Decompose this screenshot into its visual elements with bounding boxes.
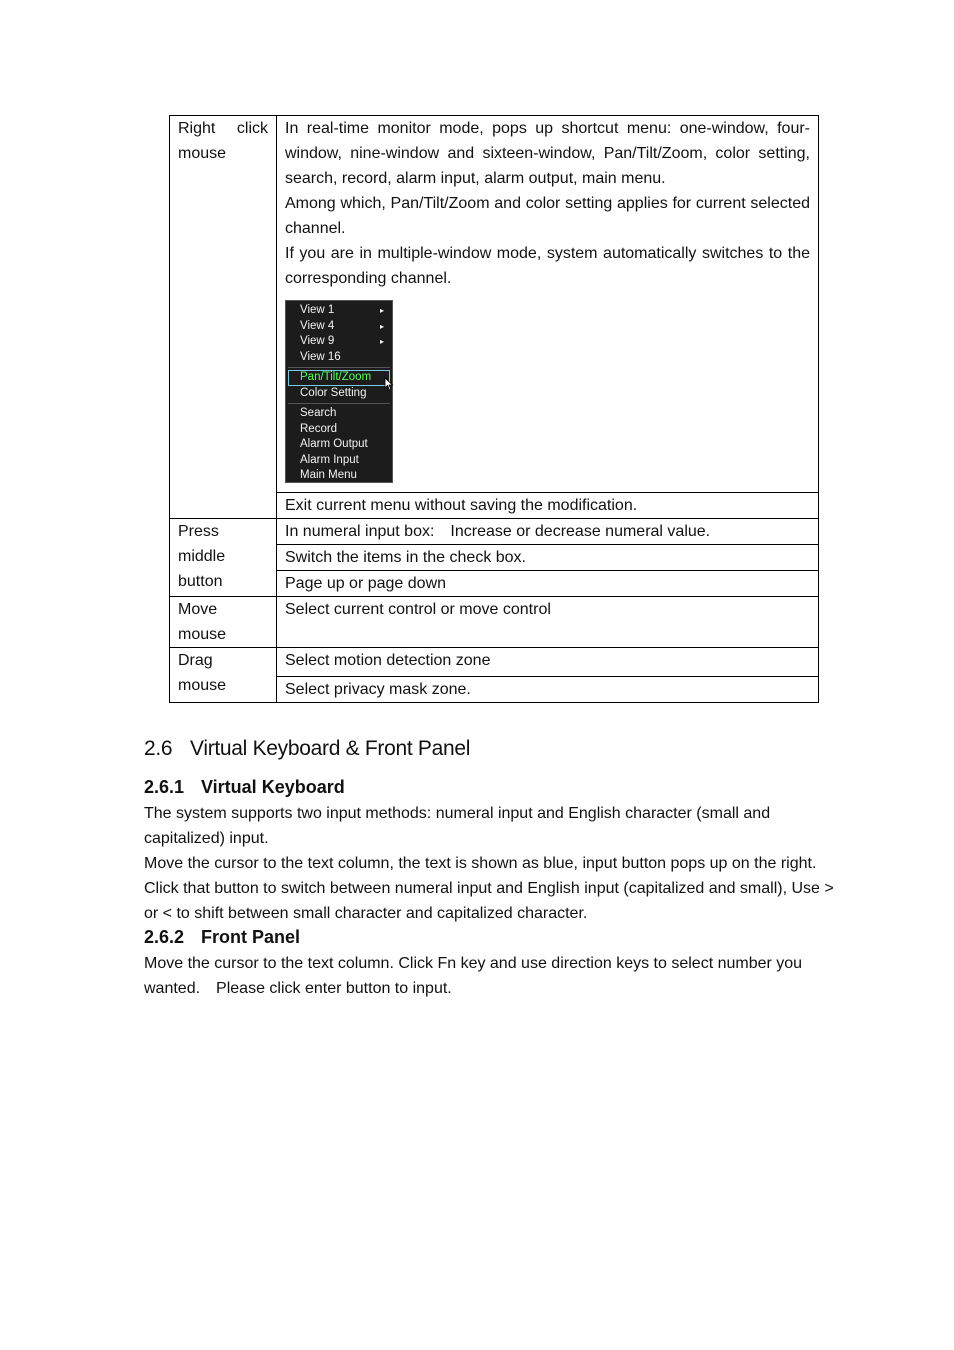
- submenu-arrow-icon: ▸: [379, 337, 384, 346]
- table-row: [170, 519, 819, 545]
- action-label: Move mouse: [178, 601, 227, 643]
- menu-separator: [288, 403, 390, 404]
- description-text: Among which, Pan/Tilt/Zoom and color setting applies for current selected channel.: [285, 195, 810, 237]
- action-cell-drag-mouse: [170, 648, 277, 703]
- subsection-title: Virtual Keyboard: [201, 777, 345, 797]
- paragraph: Move the cursor to the text column, the text is shown as blue, input button pops up on the right. Click that button to switch between numeral input and English input (capitalized and small), Use > or < to shift between small character and capitalized character.: [144, 855, 834, 922]
- description-cell: Select motion detection zone: [277, 648, 819, 677]
- menu-item-view-9: View 9 ▸: [286, 334, 392, 350]
- menu-item-view-16: View 16: [300, 350, 341, 363]
- description-text: If you are in multiple-window mode, system automatically switches to the corresponding channel.: [285, 245, 810, 287]
- subsection-heading-virtual-keyboard: [144, 777, 345, 798]
- action-cell-move-mouse: [170, 597, 277, 648]
- menu-item-view-1: View 1 ▸: [286, 303, 392, 319]
- table-row: [170, 597, 819, 648]
- section-title: Virtual Keyboard & Front Panel: [190, 737, 471, 760]
- menu-item-alarm-input: Alarm Input: [300, 453, 359, 466]
- menu-item-search: Search: [300, 407, 337, 419]
- description-text: In real-time monitor mode, pops up shortcut menu: one-window, four-window, nine-window and sixteen-window, Pan/Tilt/Zoom, color setting, search, record, alarm input, alarm output, main menu.: [285, 120, 810, 187]
- menu-separator: [288, 367, 390, 368]
- section-number: 2.6: [144, 737, 173, 760]
- menu-item-pan-tilt-zoom: Pan/Tilt/Zoom: [288, 370, 390, 386]
- description-cell: Page up or page down: [277, 571, 819, 597]
- submenu-arrow-icon: ▸: [379, 306, 384, 315]
- table-row: [170, 648, 819, 677]
- action-label: Right click mouse: [178, 120, 268, 162]
- description-cell: Select privacy mask zone.: [277, 677, 819, 703]
- action-cell-middle-button: [170, 519, 277, 597]
- shortcut-menu-image: [285, 300, 393, 483]
- paragraph: Move the cursor to the text column. Click Fn key and use direction keys to select number you wanted. Please click enter button to input.: [144, 955, 803, 997]
- subsection-number: 2.6.1: [144, 777, 185, 797]
- submenu-arrow-icon: ▸: [379, 321, 384, 331]
- menu-item-view-4: View 4 ▸: [286, 319, 392, 335]
- mouse-operation-table: [169, 115, 819, 703]
- paragraph: The system supports two input methods: numeral input and English character (small and capitalized) input.: [144, 805, 771, 847]
- description-cell: In numeral input box: Increase or decrease numeral value.: [277, 519, 819, 545]
- description-cell: Select current control or move control: [277, 597, 819, 648]
- description-cell: [277, 116, 819, 493]
- description-cell: Switch the items in the check box.: [277, 545, 819, 571]
- table-row: [170, 116, 819, 493]
- menu-item-color-setting: Color Setting: [300, 386, 367, 399]
- mouse-cursor-icon: [384, 377, 394, 391]
- menu-item-main-menu: Main Menu: [300, 469, 357, 481]
- subsection-heading-front-panel: [144, 927, 300, 948]
- description-cell: Exit current menu without saving the modification.: [277, 493, 819, 519]
- subsection-title: Front Panel: [201, 927, 301, 947]
- action-label: Drag mouse: [178, 652, 227, 694]
- subsection-number: 2.6.2: [144, 927, 185, 947]
- menu-item-record: Record: [300, 422, 338, 435]
- action-cell-right-click: [170, 116, 277, 519]
- menu-item-alarm-output: Alarm Output: [300, 438, 368, 450]
- section-heading: [144, 737, 470, 761]
- action-label: Press middle button: [178, 523, 226, 590]
